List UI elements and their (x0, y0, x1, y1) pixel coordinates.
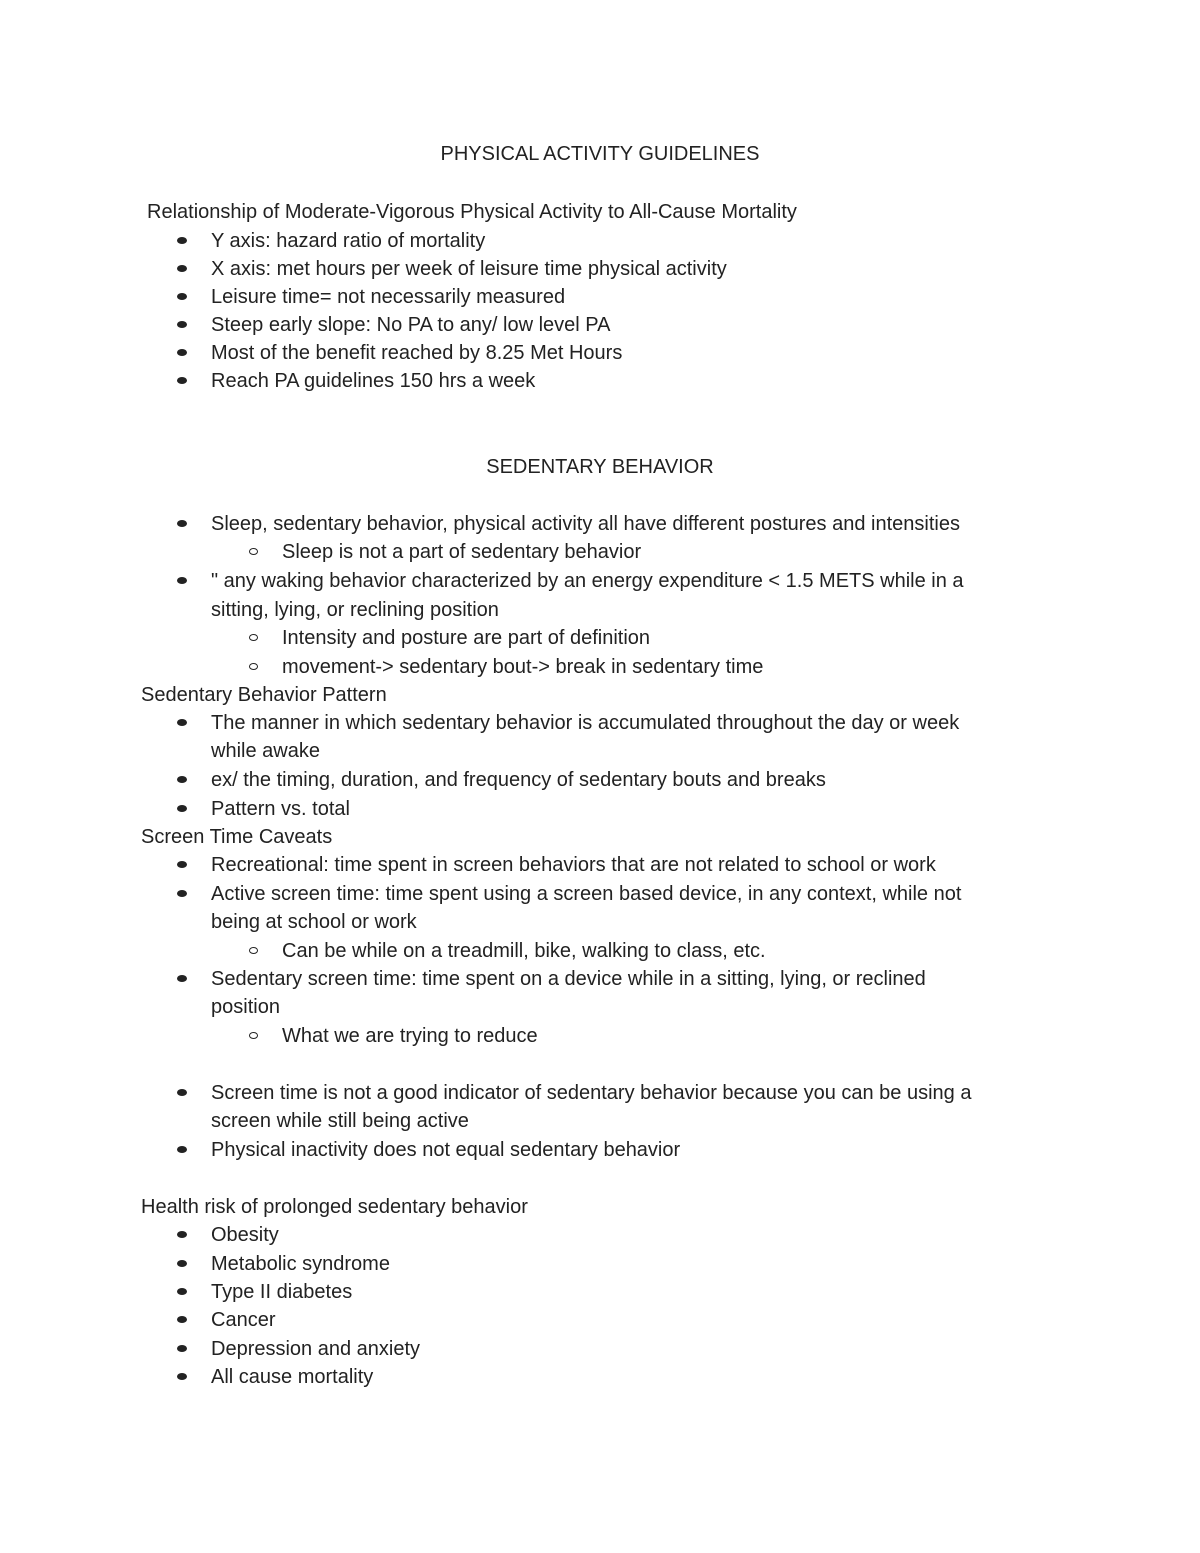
sub-bullet-icon (249, 663, 258, 670)
bullet-icon (177, 1089, 187, 1096)
bullet-icon (177, 1260, 187, 1267)
section-heading: Health risk of prolonged sedentary behavior (141, 1196, 528, 1218)
sub-list-item: movement-> sedentary bout-> break in sedentary time (282, 656, 764, 678)
list-item: Sleep, sedentary behavior, physical activity all have different postures and intensities (211, 513, 960, 535)
list-item-continuation: sitting, lying, or reclining position (211, 599, 499, 621)
list-item: Y axis: hazard ratio of mortality (211, 230, 486, 252)
bullet-icon (177, 975, 187, 982)
sub-list-item: Can be while on a treadmill, bike, walking to class, etc. (282, 940, 766, 962)
list-item: The manner in which sedentary behavior is accumulated throughout the day or week (211, 712, 960, 734)
list-item: Steep early slope: No PA to any/ low level PA (211, 314, 611, 336)
bullet-icon (177, 1316, 187, 1323)
bullet-icon (177, 265, 187, 272)
bullet-icon (177, 1373, 187, 1380)
list-item: Sedentary screen time: time spent on a device while in a sitting, lying, or reclined (211, 968, 926, 990)
sub-list-item: Intensity and posture are part of definition (282, 627, 651, 649)
sub-bullet-icon (249, 548, 258, 555)
list-item: Recreational: time spent in screen behaviors that are not related to school or work (211, 854, 936, 876)
list-item: Active screen time: time spent using a screen based device, in any context, while not (211, 883, 962, 905)
sub-list-item: What we are trying to reduce (282, 1025, 538, 1047)
bullet-icon (177, 1231, 187, 1238)
bullet-icon (177, 805, 187, 812)
sub-bullet-icon (249, 947, 258, 954)
list-item: Most of the benefit reached by 8.25 Met Hours (211, 342, 623, 364)
bullet-icon (177, 890, 187, 897)
bullet-icon (177, 377, 187, 384)
bullet-icon (177, 1345, 187, 1352)
list-item: X axis: met hours per week of leisure time physical activity (211, 258, 727, 280)
bullet-icon (177, 577, 187, 584)
list-item: Leisure time= not necessarily measured (211, 286, 566, 308)
list-item: Cancer (211, 1309, 276, 1331)
list-item: Obesity (211, 1224, 279, 1246)
list-item: Type II diabetes (211, 1281, 353, 1303)
bullet-icon (177, 861, 187, 868)
list-item: Pattern vs. total (211, 798, 350, 820)
bullet-icon (177, 293, 187, 300)
list-item-continuation: position (211, 996, 280, 1018)
bullet-icon (177, 1288, 187, 1295)
list-item: Screen time is not a good indicator of sedentary behavior because you can be using a (211, 1082, 972, 1104)
section-heading: Sedentary Behavior Pattern (141, 684, 387, 706)
list-item: All cause mortality (211, 1366, 374, 1388)
bullet-icon (177, 237, 187, 244)
list-item: " any waking behavior characterized by an energy expenditure < 1.5 METS while in a (211, 570, 964, 592)
bullet-icon (177, 776, 187, 783)
list-item: Reach PA guidelines 150 hrs a week (211, 370, 536, 392)
section-heading: Screen Time Caveats (141, 826, 333, 848)
list-item: Metabolic syndrome (211, 1253, 390, 1275)
sub-bullet-icon (249, 1032, 258, 1039)
section-subtitle: Relationship of Moderate-Vigorous Physical Activity to All-Cause Mortality (147, 201, 797, 223)
bullet-icon (177, 349, 187, 356)
sub-bullet-icon (249, 634, 258, 641)
page-title: PHYSICAL ACTIVITY GUIDELINES (440, 143, 760, 165)
list-item-continuation: while awake (211, 740, 320, 762)
bullet-icon (177, 520, 187, 527)
bullet-icon (177, 719, 187, 726)
list-item: Physical inactivity does not equal sedentary behavior (211, 1139, 681, 1161)
section-title: SEDENTARY BEHAVIOR (486, 456, 714, 478)
bullet-icon (177, 321, 187, 328)
bullet-icon (177, 1146, 187, 1153)
list-item: ex/ the timing, duration, and frequency of sedentary bouts and breaks (211, 769, 826, 791)
list-item-continuation: being at school or work (211, 911, 417, 933)
sub-list-item: Sleep is not a part of sedentary behavior (282, 541, 642, 563)
list-item: Depression and anxiety (211, 1338, 421, 1360)
list-item-continuation: screen while still being active (211, 1110, 469, 1132)
